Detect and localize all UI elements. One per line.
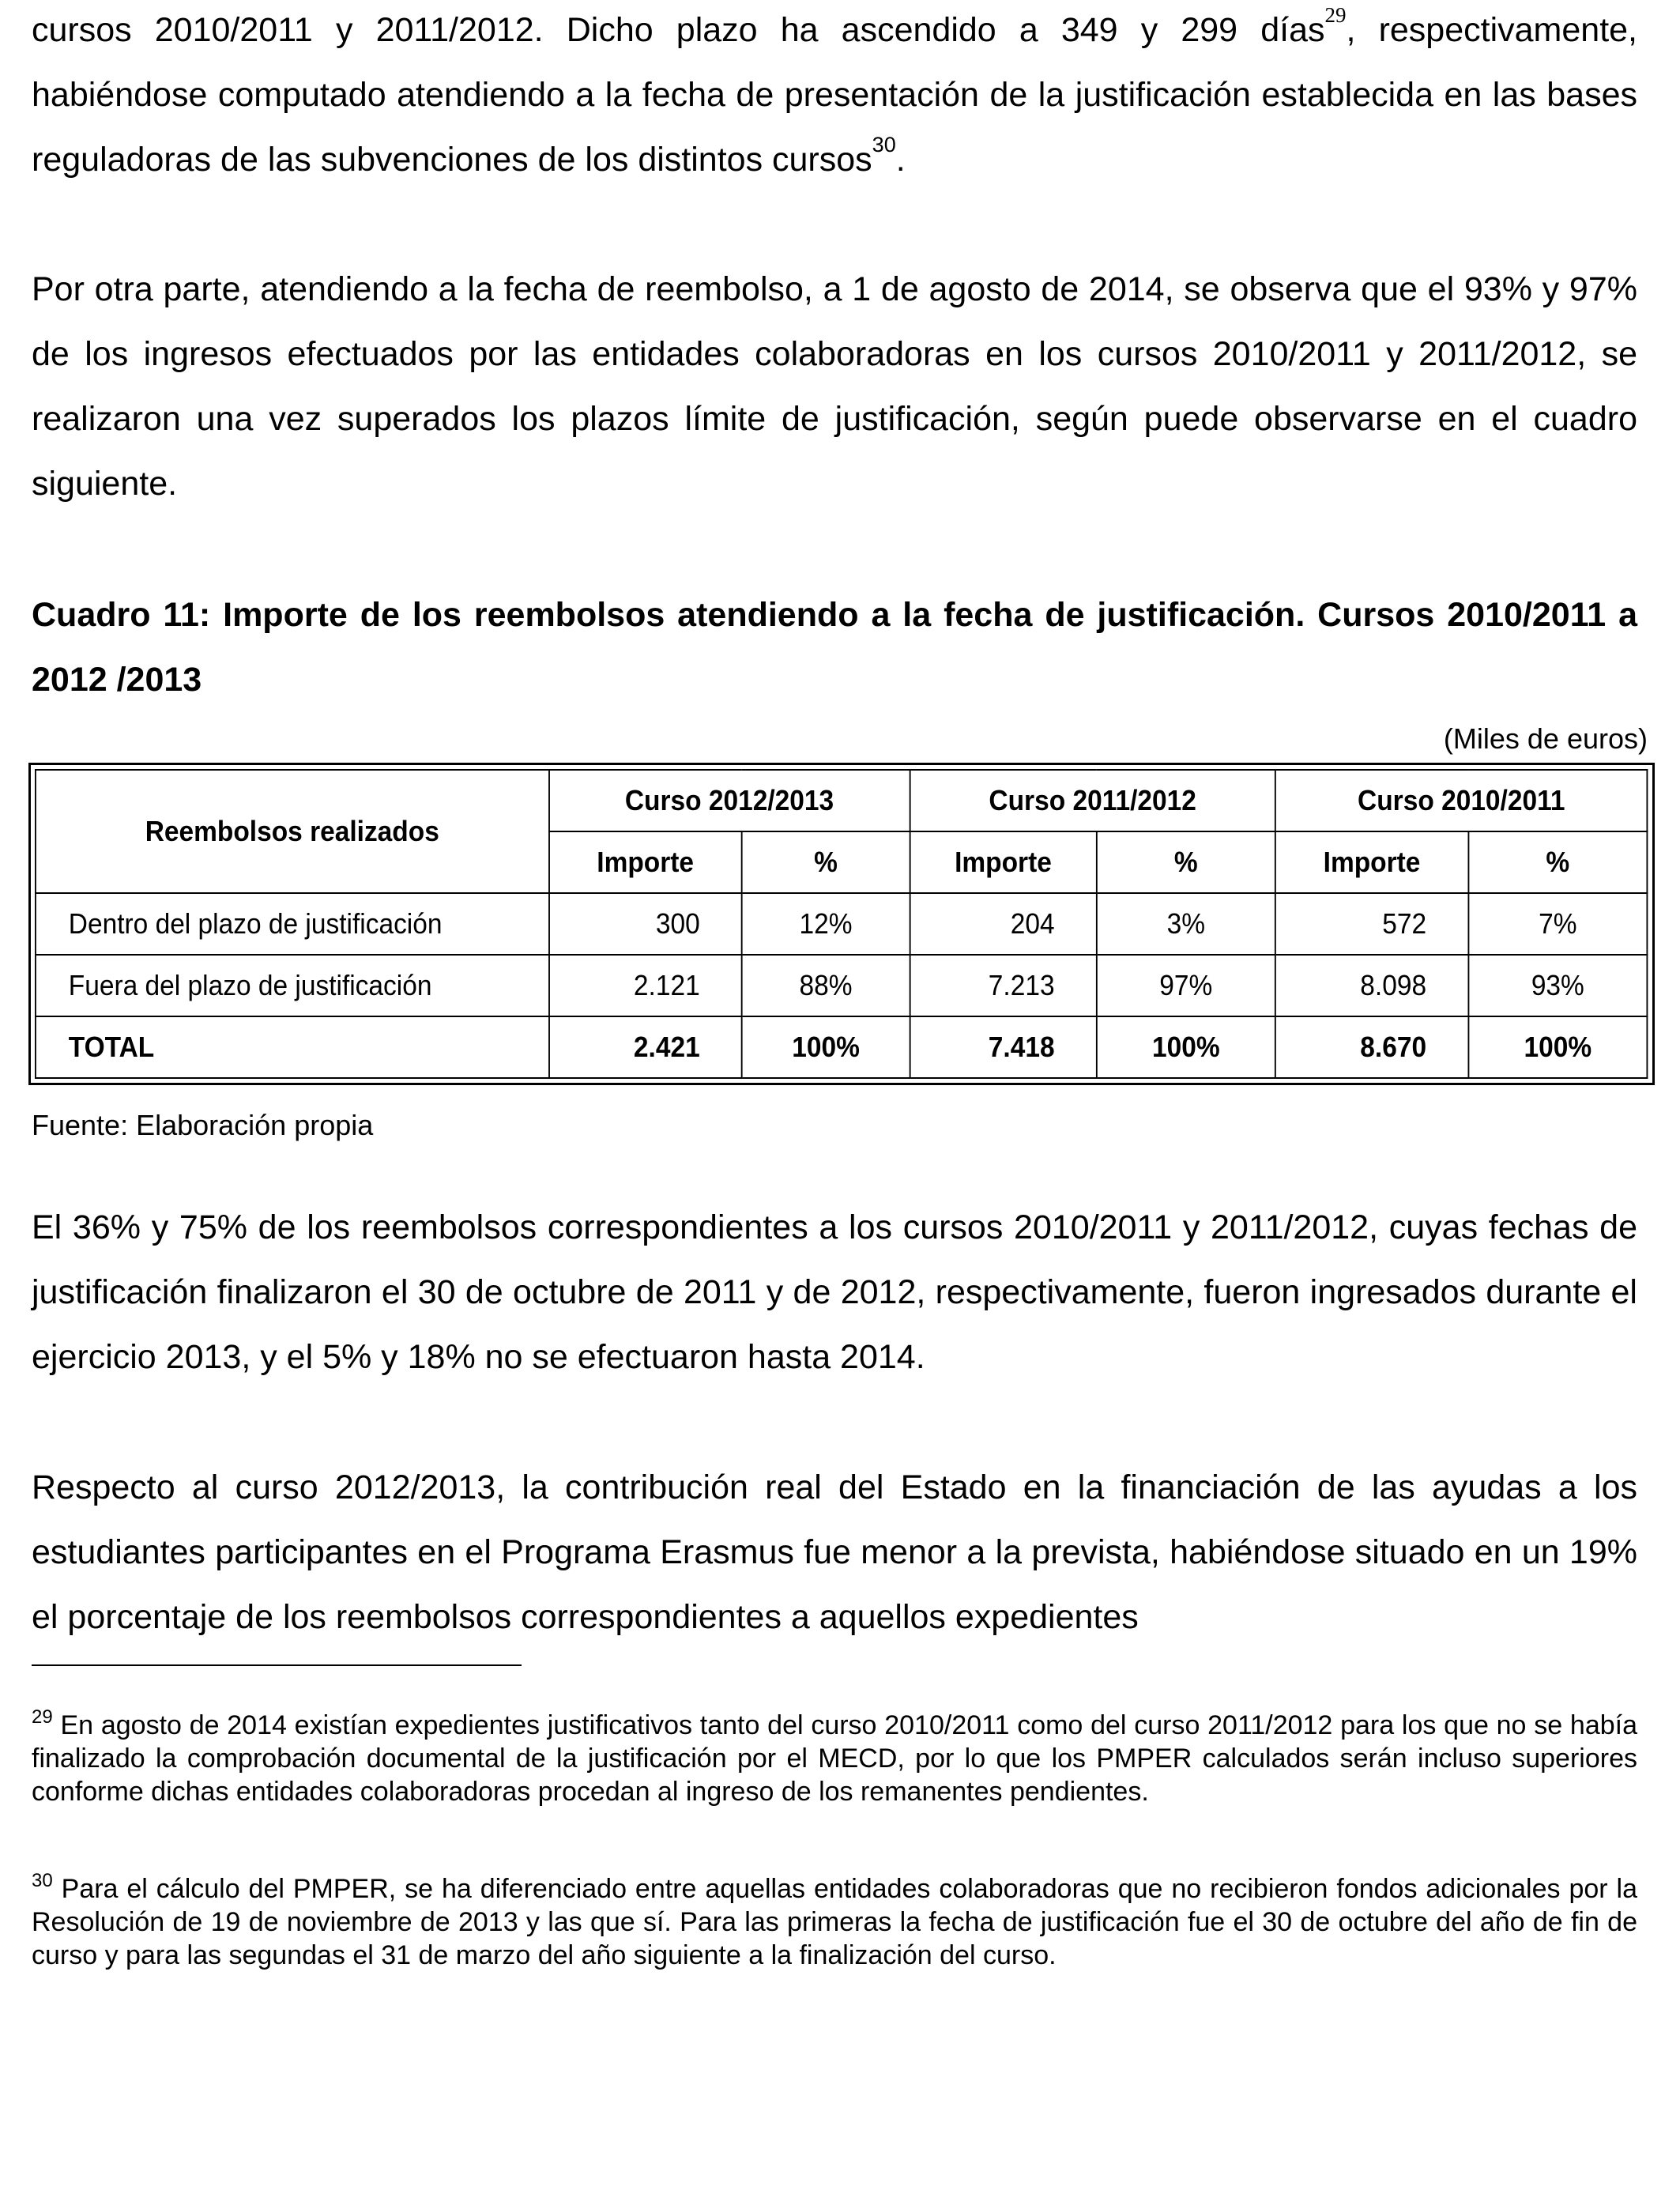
cell-importe: 8.098 [1275, 955, 1468, 1016]
table-total-row [36, 1016, 1648, 1078]
cell-importe: 572 [1275, 893, 1468, 955]
cell-pct: 93% [1468, 955, 1647, 1016]
subheader-pct: % [742, 831, 910, 893]
cell-pct: 100% [742, 1016, 910, 1078]
footnote-separator [32, 1664, 522, 1666]
cell-importe: 8.670 [1275, 1016, 1468, 1078]
cell-importe: 204 [910, 893, 1096, 955]
paragraph-3: El 36% y 75% de los reembolsos correspondientes a los cursos 2010/2011 y 2011/2012, cuyas fechas de justificación finalizaron el 30 de octubre de 2011 y de 2012, respectivamente, fueron ingresados durante el ejercicio 2013, y el 5% y 18% no se efectuaron hasta 2014. [32, 1208, 1637, 1376]
paragraph-1-text-a: cursos 2010/2011 y 2011/2012. Dicho plazo ha ascendido a 349 y 299 días [32, 11, 1325, 49]
table-row [36, 955, 1648, 1016]
subheader-importe: Importe [1275, 831, 1468, 893]
course-header-2010-2011: Curso 2010/2011 [1275, 770, 1648, 831]
cell-pct: 12% [742, 893, 910, 955]
cell-pct: 7% [1468, 893, 1647, 955]
cell-pct: 100% [1468, 1016, 1647, 1078]
cell-pct: 100% [1097, 1016, 1275, 1078]
row-label: Dentro del plazo de justificación [36, 893, 549, 955]
footnote-ref-30[interactable]: 30 [872, 133, 896, 156]
table-row [36, 893, 1648, 955]
source-note: Fuente: Elaboración propia [32, 1109, 374, 1141]
row-label: Fuera del plazo de justificación [36, 955, 549, 1016]
footnote-30 [32, 1872, 1637, 1972]
footnote-ref-29[interactable]: 29 [1324, 3, 1347, 27]
cell-importe: 7.213 [910, 955, 1096, 1016]
paragraph-1-text-b: , respectivamente, habiéndose computado atendiendo a la fecha de presentación de la justificación establecida en las bases reguladoras de las subvenciones de los distintos cursos [32, 11, 1638, 179]
footnote-text: Para el cálculo del PMPER, se ha diferenciado entre aquellas entidades colaboradoras que no recibieron fondos adicionales por la Resolución de 19 de noviembre de 2013 y las que sí. Para las primeras la fecha de justificación fue el 30 de octubre del año de fin de curso y para las segundas el 31 de marzo del año siguiente a la finalización del curso. [32, 1874, 1637, 1970]
subheader-pct: % [1097, 831, 1275, 893]
reimbursement-table-frame [28, 763, 1655, 1085]
cell-pct: 97% [1097, 955, 1275, 1016]
reimbursement-table [35, 769, 1648, 1079]
cell-importe: 300 [549, 893, 742, 955]
row-header-cell: Reembolsos realizados [36, 770, 549, 893]
unit-note: (Miles de euros) [1443, 722, 1648, 755]
row-label-total: TOTAL [36, 1016, 549, 1078]
subheader-importe: Importe [910, 831, 1096, 893]
paragraph-4: Respecto al curso 2012/2013, la contribución real del Estado en la financiación de las ayudas a los estudiantes participantes en el Programa Erasmus fue menor a la prevista, habiéndose situado en un 19% el porcentaje de los reembolsos correspondientes a aquellos expedientes [32, 1468, 1637, 1636]
subheader-importe: Importe [549, 831, 742, 893]
course-header-2011-2012: Curso 2011/2012 [910, 770, 1275, 831]
footnote-29 [32, 1706, 1637, 1808]
footnote-text: En agosto de 2014 existían expedientes justificativos tanto del curso 2010/2011 como del curso 2011/2012 para los que no se había finalizado la comprobación documental de la justificación por el MECD, por lo que los PMPER calculados serán incluso superiores conforme dichas entidades colaboradoras procedan al ingreso de los remanentes pendientes. [32, 1710, 1637, 1807]
paragraph-1-text-c: . [895, 141, 906, 179]
cell-importe: 7.418 [910, 1016, 1096, 1078]
course-header-2012-2013: Curso 2012/2013 [549, 770, 910, 831]
subheader-pct: % [1468, 831, 1647, 893]
paragraph-1 [32, 0, 1637, 192]
footnote-number: 29 [32, 1706, 53, 1728]
table-header-row [36, 770, 1648, 831]
footnote-number: 30 [32, 1870, 53, 1891]
paragraph-2: Por otra parte, atendiendo a la fecha de reembolso, a 1 de agosto de 2014, se observa que el 93% y 97% de los ingresos efectuados por las entidades colaboradoras en los cursos 2010/2011 y 2011/2012, se realizaron una vez superados los plazos límite de justificación, según puede observarse en el cuadro siguiente. [32, 270, 1637, 503]
table-title: Cuadro 11: Importe de los reembolsos atendiendo a la fecha de justificación. Cursos 2010/2011 a 2012 /2013 [32, 596, 1637, 699]
cell-pct: 88% [742, 955, 910, 1016]
cell-importe: 2.421 [549, 1016, 742, 1078]
cell-importe: 2.121 [549, 955, 742, 1016]
cell-pct: 3% [1097, 893, 1275, 955]
